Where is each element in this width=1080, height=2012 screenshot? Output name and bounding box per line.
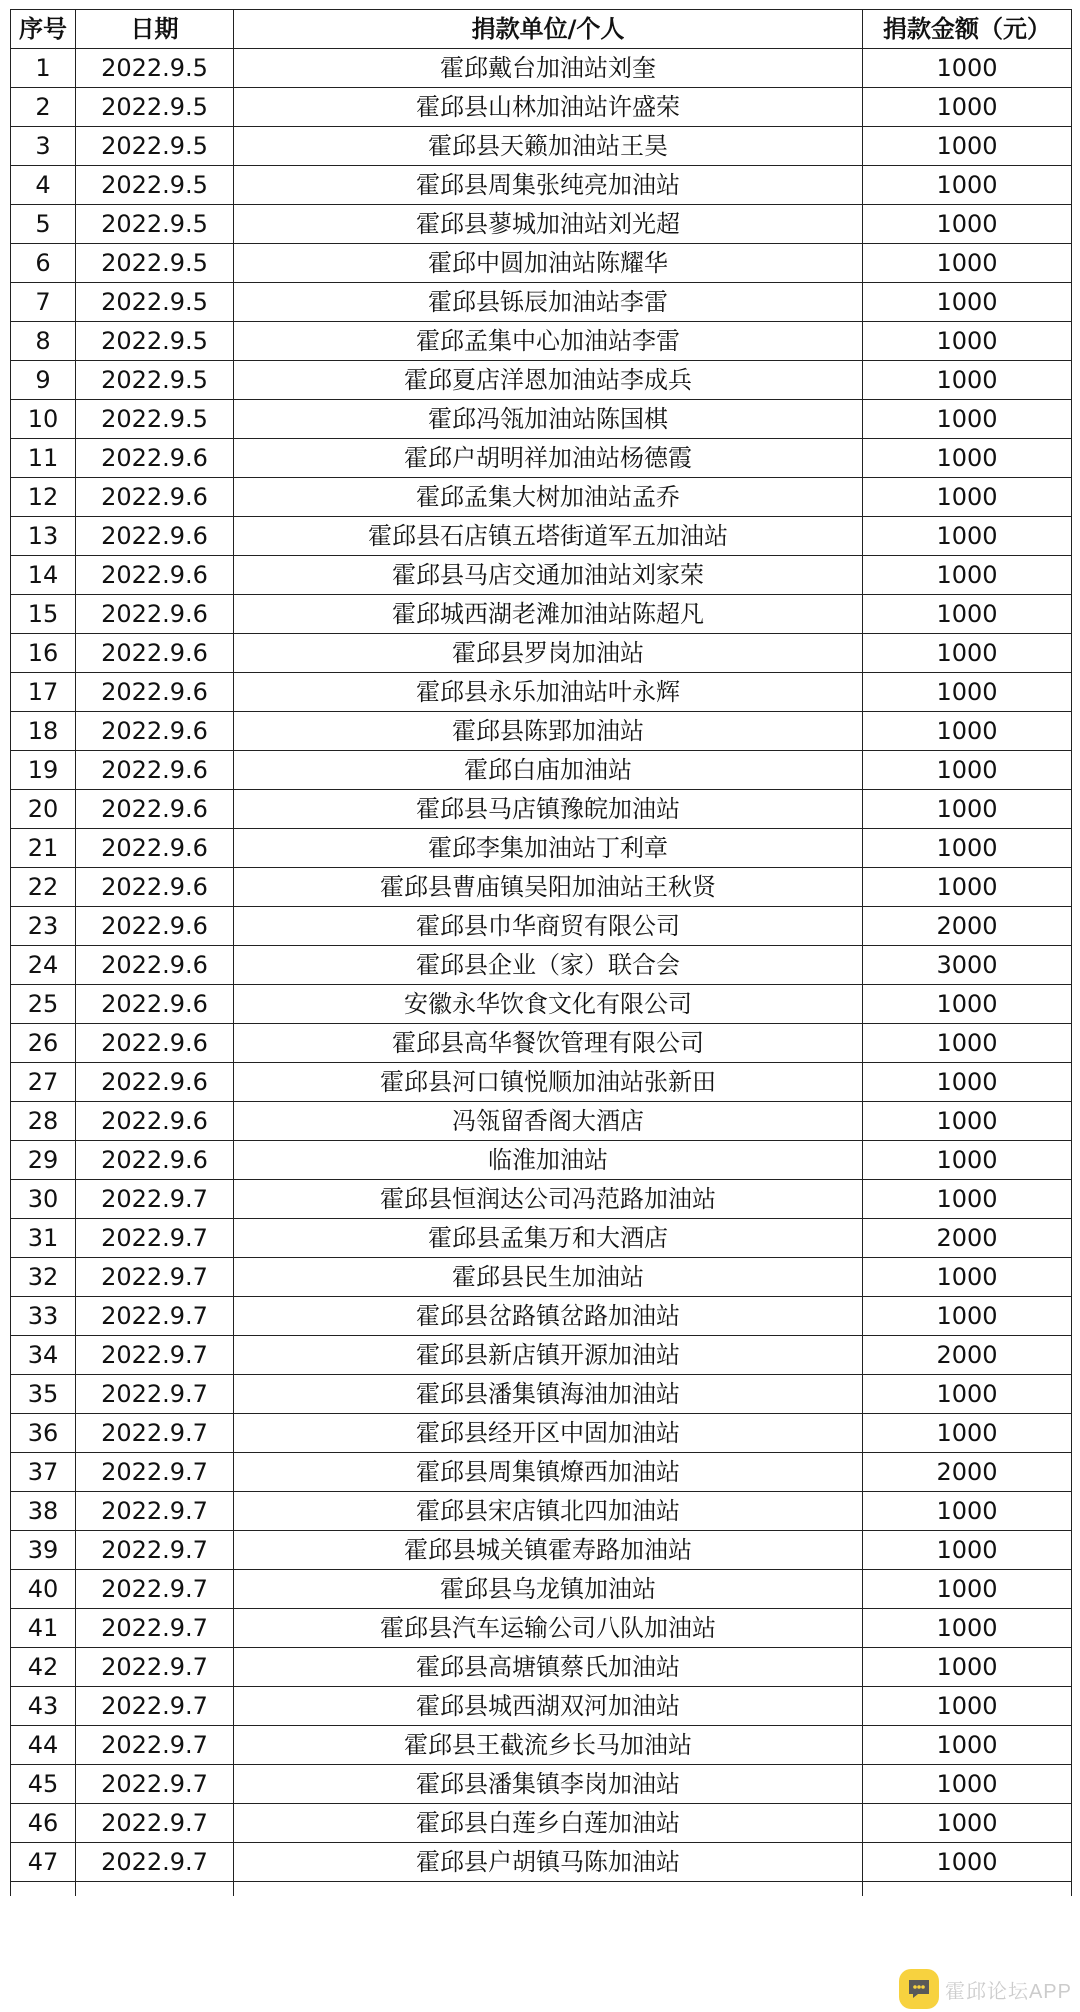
cell-date: 2022.9.7 xyxy=(76,1180,234,1219)
cell-donor: 霍邱县铄辰加油站李雷 xyxy=(234,283,863,322)
cell-seq: 23 xyxy=(11,907,76,946)
cell-amount: 3000 xyxy=(863,946,1072,985)
cell-seq: 19 xyxy=(11,751,76,790)
cell-seq: 16 xyxy=(11,634,76,673)
cell-donor: 临淮加油站 xyxy=(234,1141,863,1180)
cell-donor: 霍邱县经开区中固加油站 xyxy=(234,1414,863,1453)
cell-amount: 1000 xyxy=(863,166,1072,205)
cell-date: 2022.9.5 xyxy=(76,127,234,166)
cell-amount: 1000 xyxy=(863,517,1072,556)
cell-amount: 1000 xyxy=(863,1024,1072,1063)
cell-amount: 2000 xyxy=(863,1336,1072,1375)
table-row xyxy=(11,1843,1072,1882)
cell-amount: 1000 xyxy=(863,1258,1072,1297)
table-row xyxy=(11,322,1072,361)
table-row xyxy=(11,244,1072,283)
cell-seq: 37 xyxy=(11,1453,76,1492)
cell-donor: 霍邱县岔路镇岔路加油站 xyxy=(234,1297,863,1336)
cell-donor: 霍邱县乌龙镇加油站 xyxy=(234,1570,863,1609)
cell-seq: 22 xyxy=(11,868,76,907)
cell-seq: 5 xyxy=(11,205,76,244)
cell-date: 2022.9.7 xyxy=(76,1258,234,1297)
header-seq: 序号 xyxy=(11,10,76,49)
table-row xyxy=(11,1141,1072,1180)
cell-amount: 1000 xyxy=(863,1804,1072,1843)
table-row xyxy=(11,1765,1072,1804)
cell-date: 2022.9.5 xyxy=(76,400,234,439)
cell-amount: 1000 xyxy=(863,712,1072,751)
cell-date: 2022.9.6 xyxy=(76,1141,234,1180)
cell-donor: 霍邱县山林加油站许盛荣 xyxy=(234,88,863,127)
cell-donor: 霍邱冯瓴加油站陈国棋 xyxy=(234,400,863,439)
table-cell-empty xyxy=(863,1882,1072,1897)
cell-amount: 1000 xyxy=(863,751,1072,790)
cell-date: 2022.9.7 xyxy=(76,1453,234,1492)
cell-amount: 1000 xyxy=(863,439,1072,478)
cell-seq: 47 xyxy=(11,1843,76,1882)
cell-date: 2022.9.7 xyxy=(76,1687,234,1726)
cell-donor: 霍邱县高塘镇蔡氏加油站 xyxy=(234,1648,863,1687)
cell-donor: 霍邱县天籁加油站王昊 xyxy=(234,127,863,166)
cell-seq: 14 xyxy=(11,556,76,595)
cell-amount: 1000 xyxy=(863,1297,1072,1336)
cell-date: 2022.9.6 xyxy=(76,634,234,673)
table-row xyxy=(11,1375,1072,1414)
cell-seq: 20 xyxy=(11,790,76,829)
cell-donor: 霍邱县企业（家）联合会 xyxy=(234,946,863,985)
cell-date: 2022.9.6 xyxy=(76,829,234,868)
table-row xyxy=(11,1297,1072,1336)
cell-date: 2022.9.6 xyxy=(76,712,234,751)
cell-donor: 霍邱县巾华商贸有限公司 xyxy=(234,907,863,946)
cell-amount: 1000 xyxy=(863,1687,1072,1726)
cell-date: 2022.9.6 xyxy=(76,673,234,712)
cell-donor: 霍邱县潘集镇海油加油站 xyxy=(234,1375,863,1414)
cell-seq: 1 xyxy=(11,49,76,88)
cell-seq: 35 xyxy=(11,1375,76,1414)
cell-amount: 1000 xyxy=(863,1843,1072,1882)
table-cell-empty xyxy=(76,1882,234,1897)
cell-amount: 1000 xyxy=(863,1492,1072,1531)
cell-seq: 9 xyxy=(11,361,76,400)
cell-seq: 13 xyxy=(11,517,76,556)
cell-date: 2022.9.7 xyxy=(76,1336,234,1375)
cell-date: 2022.9.6 xyxy=(76,1102,234,1141)
cell-seq: 29 xyxy=(11,1141,76,1180)
cell-seq: 44 xyxy=(11,1726,76,1765)
chat-bubble-icon xyxy=(899,1969,939,2009)
cell-date: 2022.9.7 xyxy=(76,1804,234,1843)
cell-donor: 霍邱户胡明祥加油站杨德霞 xyxy=(234,439,863,478)
cell-date: 2022.9.6 xyxy=(76,517,234,556)
cell-date: 2022.9.7 xyxy=(76,1414,234,1453)
cell-seq: 40 xyxy=(11,1570,76,1609)
table-row xyxy=(11,1453,1072,1492)
cell-date: 2022.9.7 xyxy=(76,1648,234,1687)
cell-date: 2022.9.7 xyxy=(76,1570,234,1609)
cell-donor: 霍邱县恒润达公司冯范路加油站 xyxy=(234,1180,863,1219)
cell-donor: 霍邱县高华餐饮管理有限公司 xyxy=(234,1024,863,1063)
cell-amount: 1000 xyxy=(863,634,1072,673)
cell-amount: 1000 xyxy=(863,322,1072,361)
cell-date: 2022.9.6 xyxy=(76,907,234,946)
table-row xyxy=(11,985,1072,1024)
cell-amount: 1000 xyxy=(863,1180,1072,1219)
cell-date: 2022.9.6 xyxy=(76,439,234,478)
cell-seq: 26 xyxy=(11,1024,76,1063)
table-row xyxy=(11,790,1072,829)
table-row xyxy=(11,595,1072,634)
cell-date: 2022.9.6 xyxy=(76,1024,234,1063)
cell-amount: 1000 xyxy=(863,244,1072,283)
cell-date: 2022.9.7 xyxy=(76,1765,234,1804)
cell-donor: 霍邱县王截流乡长马加油站 xyxy=(234,1726,863,1765)
cell-amount: 1000 xyxy=(863,1375,1072,1414)
cell-seq: 25 xyxy=(11,985,76,1024)
table-row xyxy=(11,361,1072,400)
cell-date: 2022.9.6 xyxy=(76,946,234,985)
cell-date: 2022.9.7 xyxy=(76,1531,234,1570)
cell-seq: 32 xyxy=(11,1258,76,1297)
table-row xyxy=(11,478,1072,517)
cell-seq: 8 xyxy=(11,322,76,361)
cell-seq: 39 xyxy=(11,1531,76,1570)
cell-seq: 28 xyxy=(11,1102,76,1141)
table-row xyxy=(11,517,1072,556)
table-row xyxy=(11,439,1072,478)
header-date: 日期 xyxy=(76,10,234,49)
table-row xyxy=(11,829,1072,868)
cell-seq: 7 xyxy=(11,283,76,322)
table-row xyxy=(11,1219,1072,1258)
table-row xyxy=(11,1804,1072,1843)
table-row xyxy=(11,1258,1072,1297)
cell-donor: 霍邱县户胡镇马陈加油站 xyxy=(234,1843,863,1882)
cell-amount: 1000 xyxy=(863,400,1072,439)
table-row xyxy=(11,907,1072,946)
cell-seq: 11 xyxy=(11,439,76,478)
cell-donor: 霍邱县城西湖双河加油站 xyxy=(234,1687,863,1726)
cell-amount: 1000 xyxy=(863,595,1072,634)
cell-seq: 41 xyxy=(11,1609,76,1648)
cell-donor: 霍邱县孟集万和大酒店 xyxy=(234,1219,863,1258)
cell-donor: 霍邱县河口镇悦顺加油站张新田 xyxy=(234,1063,863,1102)
cell-seq: 42 xyxy=(11,1648,76,1687)
watermark xyxy=(899,1966,1072,2012)
cell-date: 2022.9.7 xyxy=(76,1492,234,1531)
cell-amount: 1000 xyxy=(863,127,1072,166)
cell-seq: 33 xyxy=(11,1297,76,1336)
table-row xyxy=(11,49,1072,88)
cell-date: 2022.9.7 xyxy=(76,1375,234,1414)
cell-amount: 2000 xyxy=(863,907,1072,946)
cell-donor: 霍邱县潘集镇李岗加油站 xyxy=(234,1765,863,1804)
watermark-text: 霍邱论坛APP xyxy=(944,1980,1072,2003)
table-row xyxy=(11,166,1072,205)
table-row xyxy=(11,1180,1072,1219)
cell-date: 2022.9.5 xyxy=(76,205,234,244)
cell-amount: 1000 xyxy=(863,1141,1072,1180)
table-row xyxy=(11,205,1072,244)
cell-seq: 36 xyxy=(11,1414,76,1453)
cell-date: 2022.9.6 xyxy=(76,556,234,595)
cell-seq: 15 xyxy=(11,595,76,634)
cell-amount: 1000 xyxy=(863,1726,1072,1765)
table-row xyxy=(11,1570,1072,1609)
table-row xyxy=(11,1336,1072,1375)
table-row xyxy=(11,1609,1072,1648)
cell-seq: 3 xyxy=(11,127,76,166)
table-row xyxy=(11,1024,1072,1063)
cell-seq: 34 xyxy=(11,1336,76,1375)
cell-amount: 1000 xyxy=(863,205,1072,244)
cell-date: 2022.9.6 xyxy=(76,985,234,1024)
cell-amount: 2000 xyxy=(863,1219,1072,1258)
table-row xyxy=(11,751,1072,790)
table-row xyxy=(11,1531,1072,1570)
cell-date: 2022.9.5 xyxy=(76,322,234,361)
table-row xyxy=(11,712,1072,751)
cell-amount: 1000 xyxy=(863,1063,1072,1102)
table-row xyxy=(11,868,1072,907)
cell-amount: 1000 xyxy=(863,1765,1072,1804)
table-row xyxy=(11,400,1072,439)
cell-amount: 1000 xyxy=(863,1531,1072,1570)
cell-amount: 1000 xyxy=(863,478,1072,517)
cell-seq: 17 xyxy=(11,673,76,712)
cell-donor: 霍邱县周集张纯亮加油站 xyxy=(234,166,863,205)
header-donor: 捐款单位/个人 xyxy=(234,10,863,49)
cell-date: 2022.9.7 xyxy=(76,1609,234,1648)
cell-date: 2022.9.5 xyxy=(76,166,234,205)
cell-donor: 霍邱孟集中心加油站李雷 xyxy=(234,322,863,361)
cell-amount: 1000 xyxy=(863,1414,1072,1453)
table-row xyxy=(11,283,1072,322)
cell-donor: 霍邱城西湖老滩加油站陈超凡 xyxy=(234,595,863,634)
cell-date: 2022.9.7 xyxy=(76,1726,234,1765)
donation-table xyxy=(10,9,1072,1896)
cell-donor: 霍邱县永乐加油站叶永辉 xyxy=(234,673,863,712)
cell-seq: 4 xyxy=(11,166,76,205)
cell-amount: 1000 xyxy=(863,868,1072,907)
table-row xyxy=(11,1492,1072,1531)
table-row xyxy=(11,1648,1072,1687)
cell-date: 2022.9.6 xyxy=(76,868,234,907)
cell-donor: 霍邱县城关镇霍寿路加油站 xyxy=(234,1531,863,1570)
table-row xyxy=(11,556,1072,595)
cell-amount: 1000 xyxy=(863,49,1072,88)
cell-amount: 1000 xyxy=(863,790,1072,829)
cell-donor: 霍邱李集加油站丁利章 xyxy=(234,829,863,868)
table-row xyxy=(11,1726,1072,1765)
cell-amount: 1000 xyxy=(863,1609,1072,1648)
cell-donor: 霍邱县新店镇开源加油站 xyxy=(234,1336,863,1375)
cell-amount: 1000 xyxy=(863,985,1072,1024)
cell-seq: 18 xyxy=(11,712,76,751)
cell-date: 2022.9.7 xyxy=(76,1297,234,1336)
cell-donor: 霍邱县马店镇豫皖加油站 xyxy=(234,790,863,829)
cell-amount: 1000 xyxy=(863,283,1072,322)
cell-donor: 霍邱县宋店镇北四加油站 xyxy=(234,1492,863,1531)
cell-seq: 12 xyxy=(11,478,76,517)
cell-donor: 霍邱县曹庙镇吴阳加油站王秋贤 xyxy=(234,868,863,907)
cell-donor: 霍邱县周集镇燎西加油站 xyxy=(234,1453,863,1492)
cell-donor: 霍邱戴台加油站刘奎 xyxy=(234,49,863,88)
cell-amount: 2000 xyxy=(863,1453,1072,1492)
table-body xyxy=(11,49,1072,1897)
cell-date: 2022.9.7 xyxy=(76,1843,234,1882)
cell-donor: 霍邱孟集大树加油站孟乔 xyxy=(234,478,863,517)
table-row xyxy=(11,1063,1072,1102)
cell-date: 2022.9.6 xyxy=(76,478,234,517)
cell-seq: 46 xyxy=(11,1804,76,1843)
cell-donor: 霍邱县白莲乡白莲加油站 xyxy=(234,1804,863,1843)
table-row xyxy=(11,1414,1072,1453)
cell-seq: 30 xyxy=(11,1180,76,1219)
cell-amount: 1000 xyxy=(863,1570,1072,1609)
table-row xyxy=(11,673,1072,712)
cell-date: 2022.9.5 xyxy=(76,361,234,400)
cell-date: 2022.9.6 xyxy=(76,595,234,634)
cell-date: 2022.9.6 xyxy=(76,751,234,790)
cell-seq: 31 xyxy=(11,1219,76,1258)
cell-amount: 1000 xyxy=(863,673,1072,712)
cell-seq: 10 xyxy=(11,400,76,439)
table-cell-empty xyxy=(11,1882,76,1897)
cell-seq: 2 xyxy=(11,88,76,127)
table-row-partial xyxy=(11,1882,1072,1897)
cell-amount: 1000 xyxy=(863,1648,1072,1687)
table-row xyxy=(11,1687,1072,1726)
cell-seq: 45 xyxy=(11,1765,76,1804)
cell-seq: 21 xyxy=(11,829,76,868)
cell-amount: 1000 xyxy=(863,556,1072,595)
table-row xyxy=(11,634,1072,673)
cell-seq: 24 xyxy=(11,946,76,985)
cell-date: 2022.9.7 xyxy=(76,1219,234,1258)
cell-seq: 43 xyxy=(11,1687,76,1726)
table-row xyxy=(11,127,1072,166)
cell-amount: 1000 xyxy=(863,361,1072,400)
cell-donor: 霍邱县汽车运输公司八队加油站 xyxy=(234,1609,863,1648)
cell-donor: 霍邱县陈郢加油站 xyxy=(234,712,863,751)
table-row xyxy=(11,88,1072,127)
cell-donor: 安徽永华饮食文化有限公司 xyxy=(234,985,863,1024)
table-header-row xyxy=(11,10,1072,49)
cell-date: 2022.9.5 xyxy=(76,283,234,322)
cell-amount: 1000 xyxy=(863,88,1072,127)
cell-date: 2022.9.5 xyxy=(76,244,234,283)
table-cell-empty xyxy=(234,1882,863,1897)
cell-donor: 霍邱夏店洋恩加油站李成兵 xyxy=(234,361,863,400)
cell-donor: 冯瓴留香阁大酒店 xyxy=(234,1102,863,1141)
table-row xyxy=(11,946,1072,985)
cell-donor: 霍邱县罗岗加油站 xyxy=(234,634,863,673)
cell-donor: 霍邱县蓼城加油站刘光超 xyxy=(234,205,863,244)
cell-donor: 霍邱中圆加油站陈耀华 xyxy=(234,244,863,283)
cell-seq: 6 xyxy=(11,244,76,283)
cell-seq: 27 xyxy=(11,1063,76,1102)
cell-amount: 1000 xyxy=(863,1102,1072,1141)
cell-date: 2022.9.5 xyxy=(76,49,234,88)
cell-date: 2022.9.6 xyxy=(76,790,234,829)
table-row xyxy=(11,1102,1072,1141)
header-amount: 捐款金额（元） xyxy=(863,10,1072,49)
cell-date: 2022.9.5 xyxy=(76,88,234,127)
cell-seq: 38 xyxy=(11,1492,76,1531)
cell-donor: 霍邱县马店交通加油站刘家荣 xyxy=(234,556,863,595)
cell-donor: 霍邱县民生加油站 xyxy=(234,1258,863,1297)
cell-amount: 1000 xyxy=(863,829,1072,868)
cell-date: 2022.9.6 xyxy=(76,1063,234,1102)
cell-donor: 霍邱县石店镇五塔街道军五加油站 xyxy=(234,517,863,556)
cell-donor: 霍邱白庙加油站 xyxy=(234,751,863,790)
